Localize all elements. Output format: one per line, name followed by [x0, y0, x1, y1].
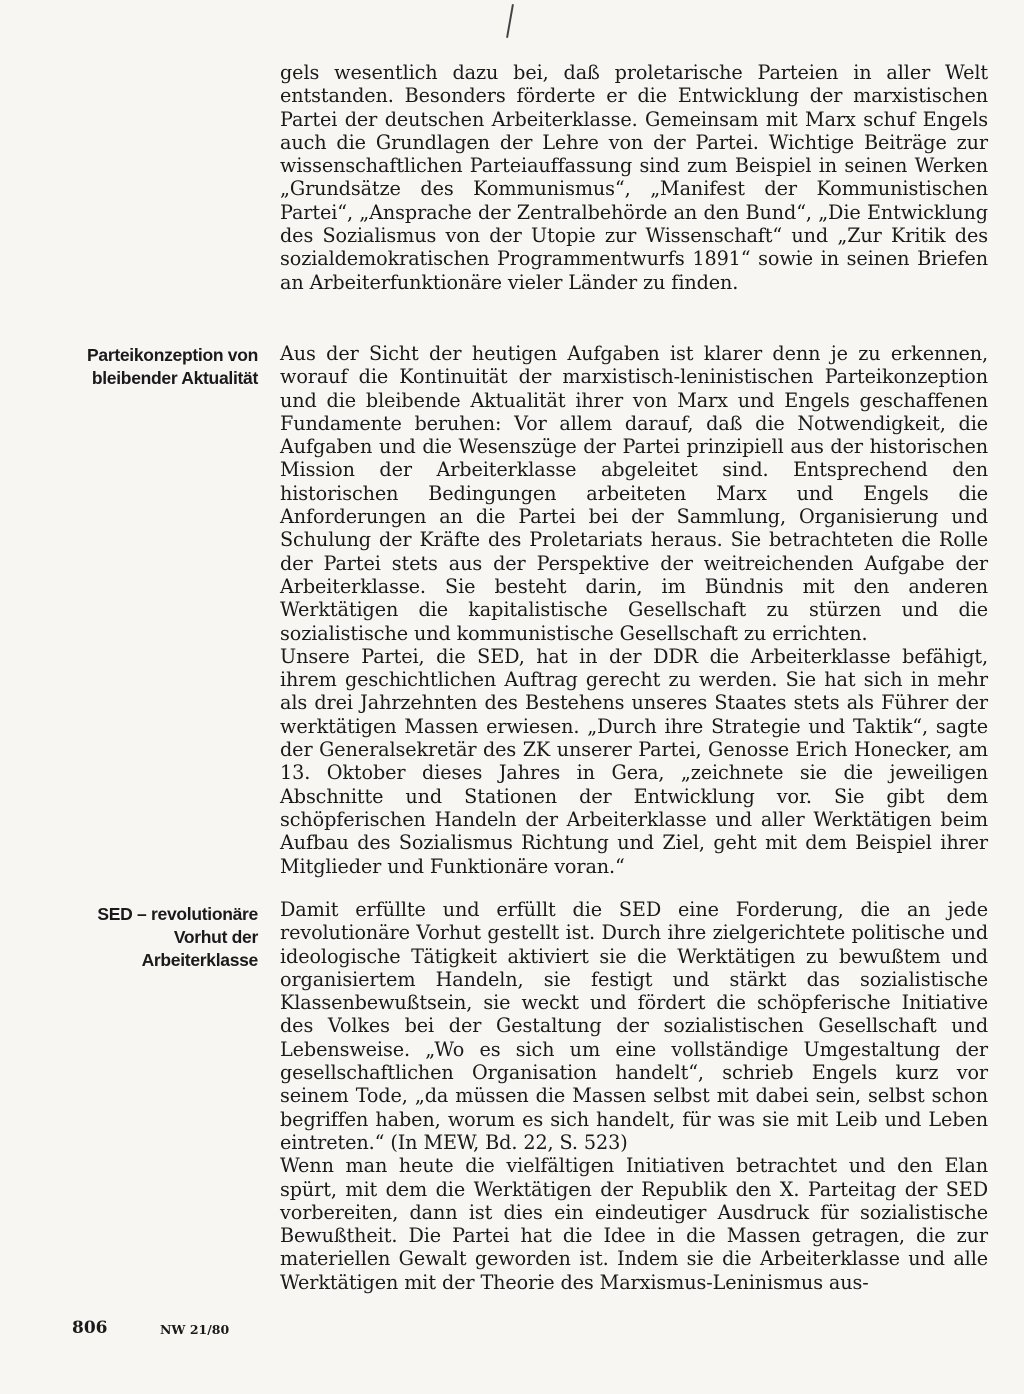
- section-2-text-block: [280, 898, 988, 1294]
- paragraph: Wenn man heute die vielfältigen Initiativen betrachtet und den Elan spürt, mit dem die Werktätigen der Republik den X. Parteitag der SED vorbereiten, dann ist dies ein eindeutiger Ausdruck für sozialistische Bewußtheit. Die Partei hat die Idee in die Massen getragen, die zur materiellen Gewalt geworden ist. Indem sie die Arbeiterklasse und alle Werktätigen mit der Theorie des Marxismus-Leninismus aus-: [280, 1154, 988, 1294]
- paragraph: Aus der Sicht der heutigen Aufgaben ist klarer denn je zu erkennen, worauf die Kontinuität der marxistisch-leninistischen Parteikonzeption und die bleibende Aktualität ihrer von Marx und Engels geschaffenen Fundamente beruhen: Vor allem darauf, daß die Notwendigkeit, die Aufgaben und die Wesenszüge der Partei prinzipiell aus der historischen Mission der Arbeiterklasse abgeleitet sind. Entsprechend den historischen Bedingungen arbeiteten Marx und Engels die Anforderungen an die Partei bei der Sammlung, Organisierung und Schulung der Kräfte des Proletariats heraus. Sie betrachteten die Rolle der Partei stets aus der Perspektive der weitreichenden Aufgabe der Arbeiterklasse. Sie besteht darin, im Bündnis mit den anderen Werktätigen die kapitalistische Gesellschaft zu stürzen und die sozialistische und kommunistische Gesellschaft zu errichten.: [280, 342, 988, 645]
- paragraph: Damit erfüllte und erfüllt die SED eine Forderung, die an jede revolutionäre Vorhut gestellt ist. Durch ihre zielgerichtete politische und ideologische Tätigkeit aktiviert sie die Werktätigen zu bewußtem und organisiertem Handeln, sie festigt und stärkt das sozialistische Klassenbewußtsein, sie weckt und fördert die schöpferische Initiative des Volkes bei der Gestaltung der sozialistischen Gesellschaft und Lebensweise. „Wo es sich um eine vollständige Umgestaltung der gesellschaftlichen Organisation handelt“, schrieb Engels kurz vor seinem Tode, „da müssen die Massen selbst mit dabei sein, selbst schon begriffen haben, worum es sich handelt, für was sie mit Leib und Leben eintreten.“ (In MEW, Bd. 22, S. 523): [280, 898, 988, 1154]
- intro-text-block: [280, 61, 988, 294]
- pen-mark: [506, 4, 514, 38]
- margin-heading-section-1: Parteikonzeption von bleibender Aktualität: [87, 345, 258, 388]
- margin-heading-section-2: SED – revolutionäre Vorhut der Arbeiterklasse: [97, 904, 258, 970]
- paragraph: gels wesentlich dazu bei, daß proletarische Parteien in aller Welt entstanden. Besonders förderte er die Entwicklung der marxistischen Partei der deutschen Arbeiterklasse. Gemeinsam mit Marx schuf Engels auch die Grundlagen der Lehre von der Partei. Wichtige Beiträge zur wissenschaftlichen Parteiauffassung sind zum Beispiel in seinen Werken „Grundsätze des Kommunismus“, „Manifest der Kommunistischen Partei“, „Ansprache der Zentralbehörde an den Bund“, „Die Entwicklung des Sozialismus von der Utopie zur Wissenschaft“ und „Zur Kritik des sozialdemokratischen Programmentwurfs 1891“ sowie in seinen Briefen an Arbeiterfunktionäre vieler Länder zu finden.: [280, 61, 988, 294]
- paragraph: Unsere Partei, die SED, hat in der DDR die Arbeiterklasse befähigt, ihrem geschichtlichen Auftrag gerecht zu werden. Sie hat sich in mehr als drei Jahrzehnten des Bestehens unseres Staates stets als Führer der werktätigen Massen erwiesen. „Durch ihre Strategie und Taktik“, sagte der Generalsekretär des ZK unserer Partei, Genosse Erich Honecker, am 13. Oktober dieses Jahres in Gera, „zeichnete sie die jeweiligen Abschnitte und Stationen der Entwicklung vor. Sie gibt dem schöpferischen Handeln der Arbeiterklasse und aller Werktätigen beim Aufbau des Sozialismus Richtung und Ziel, geht mit dem Beispiel ihrer Mitglieder und Funktionäre voran.“: [280, 644, 988, 878]
- issue-label: NW 21/80: [160, 1322, 230, 1337]
- page-number: 806: [72, 1318, 108, 1338]
- section-1-text-block: [280, 342, 988, 878]
